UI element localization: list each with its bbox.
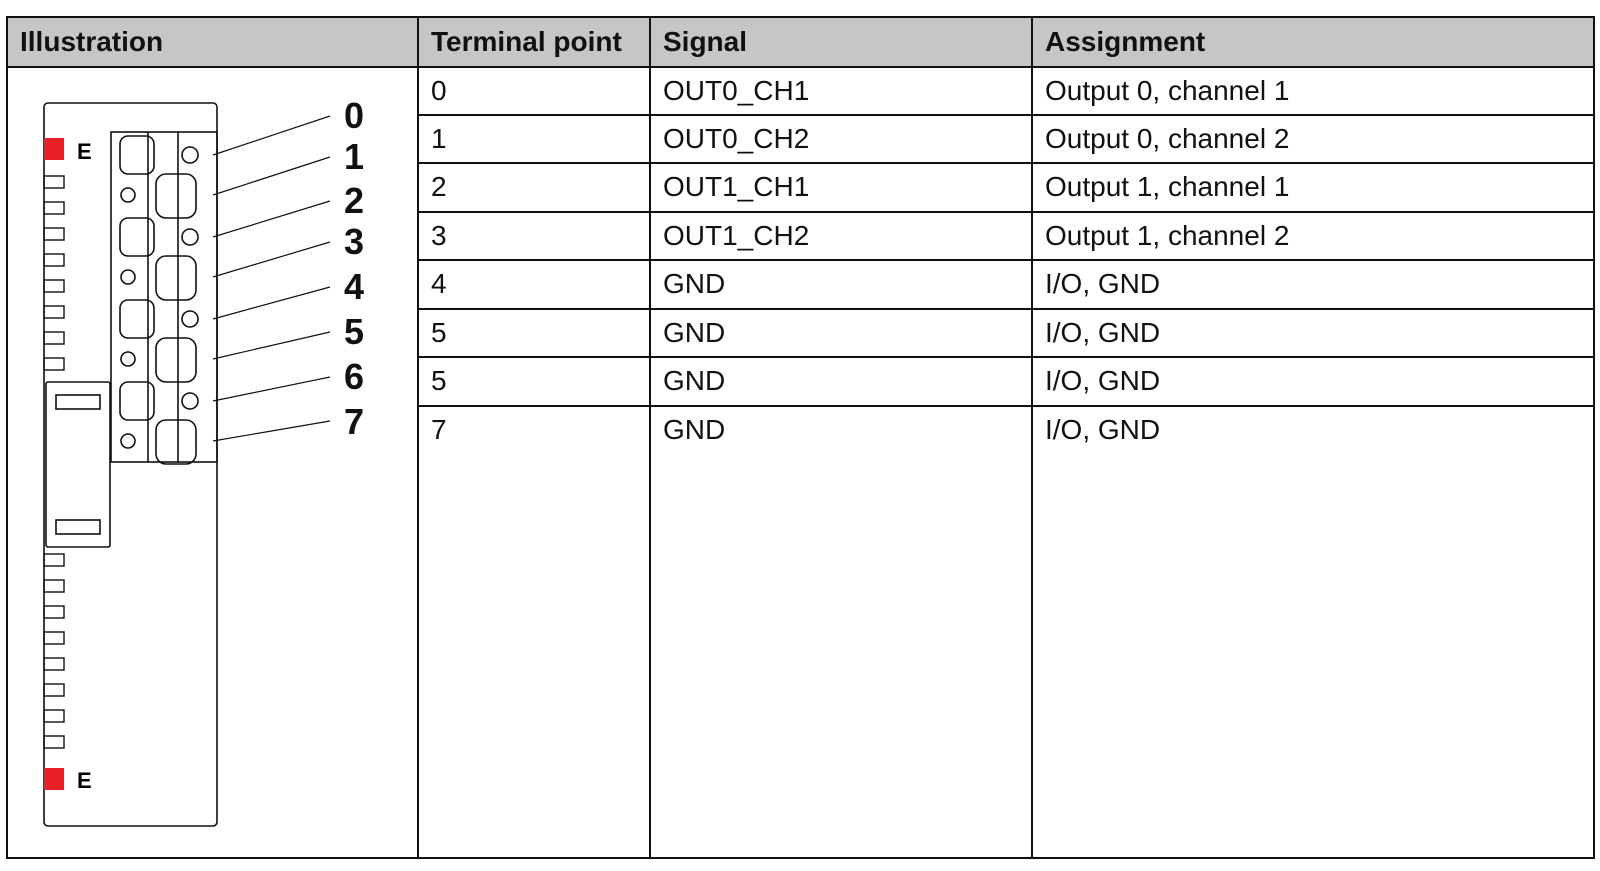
callout-5: 5 — [344, 311, 365, 352]
led-indicator — [44, 138, 64, 160]
callout-4: 4 — [344, 266, 365, 307]
cell-signal: OUT1_CH2 — [663, 220, 810, 251]
cell-assignment: Output 1, channel 2 — [1045, 220, 1290, 251]
row-divider — [419, 405, 1593, 407]
led-label-top: E — [77, 139, 92, 164]
callout-7: 7 — [344, 401, 365, 442]
row-divider — [419, 356, 1593, 358]
row-divider — [419, 308, 1593, 310]
cell-terminal: 5 — [431, 365, 447, 396]
row-divider — [419, 162, 1593, 164]
cell-terminal: 4 — [431, 268, 447, 299]
cell-assignment: I/O, GND — [1045, 317, 1161, 348]
terminal-table — [6, 16, 1595, 859]
cell-terminal: 2 — [431, 171, 447, 202]
cell-terminal: 1 — [431, 123, 447, 154]
cell-assignment: Output 0, channel 2 — [1045, 123, 1290, 154]
table-header — [8, 18, 1593, 68]
callout-1: 1 — [344, 136, 365, 177]
cell-assignment: I/O, GND — [1045, 268, 1161, 299]
cell-assignment: I/O, GND — [1045, 414, 1161, 445]
module-illustration — [8, 68, 417, 857]
cell-terminal: 5 — [431, 317, 447, 348]
cell-signal: GND — [663, 365, 726, 396]
cell-signal: GND — [663, 317, 726, 348]
cell-terminal: 3 — [431, 220, 447, 251]
cell-signal: OUT0_CH2 — [663, 123, 810, 154]
callout-3: 3 — [344, 221, 365, 262]
cell-signal: GND — [663, 414, 726, 445]
callout-0: 0 — [344, 95, 365, 136]
cell-assignment: Output 1, channel 1 — [1045, 171, 1290, 202]
row-divider — [419, 211, 1593, 213]
callout-2: 2 — [344, 180, 365, 221]
row-divider — [419, 259, 1593, 261]
header-assignment: Assignment — [1045, 26, 1206, 57]
header-signal: Signal — [663, 26, 748, 57]
cell-assignment: Output 0, channel 1 — [1045, 75, 1290, 106]
cell-signal: OUT0_CH1 — [663, 75, 810, 106]
cell-assignment: I/O, GND — [1045, 365, 1161, 396]
cell-terminal: 7 — [431, 414, 447, 445]
cell-signal: OUT1_CH1 — [663, 171, 810, 202]
led-indicator — [44, 768, 64, 790]
led-label-bottom: E — [77, 768, 92, 793]
callout-6: 6 — [344, 356, 365, 397]
row-divider — [419, 114, 1593, 116]
header-terminal-point: Terminal point — [431, 26, 622, 57]
cell-terminal: 0 — [431, 75, 447, 106]
header-illustration: Illustration — [20, 26, 164, 57]
cell-signal: GND — [663, 268, 726, 299]
